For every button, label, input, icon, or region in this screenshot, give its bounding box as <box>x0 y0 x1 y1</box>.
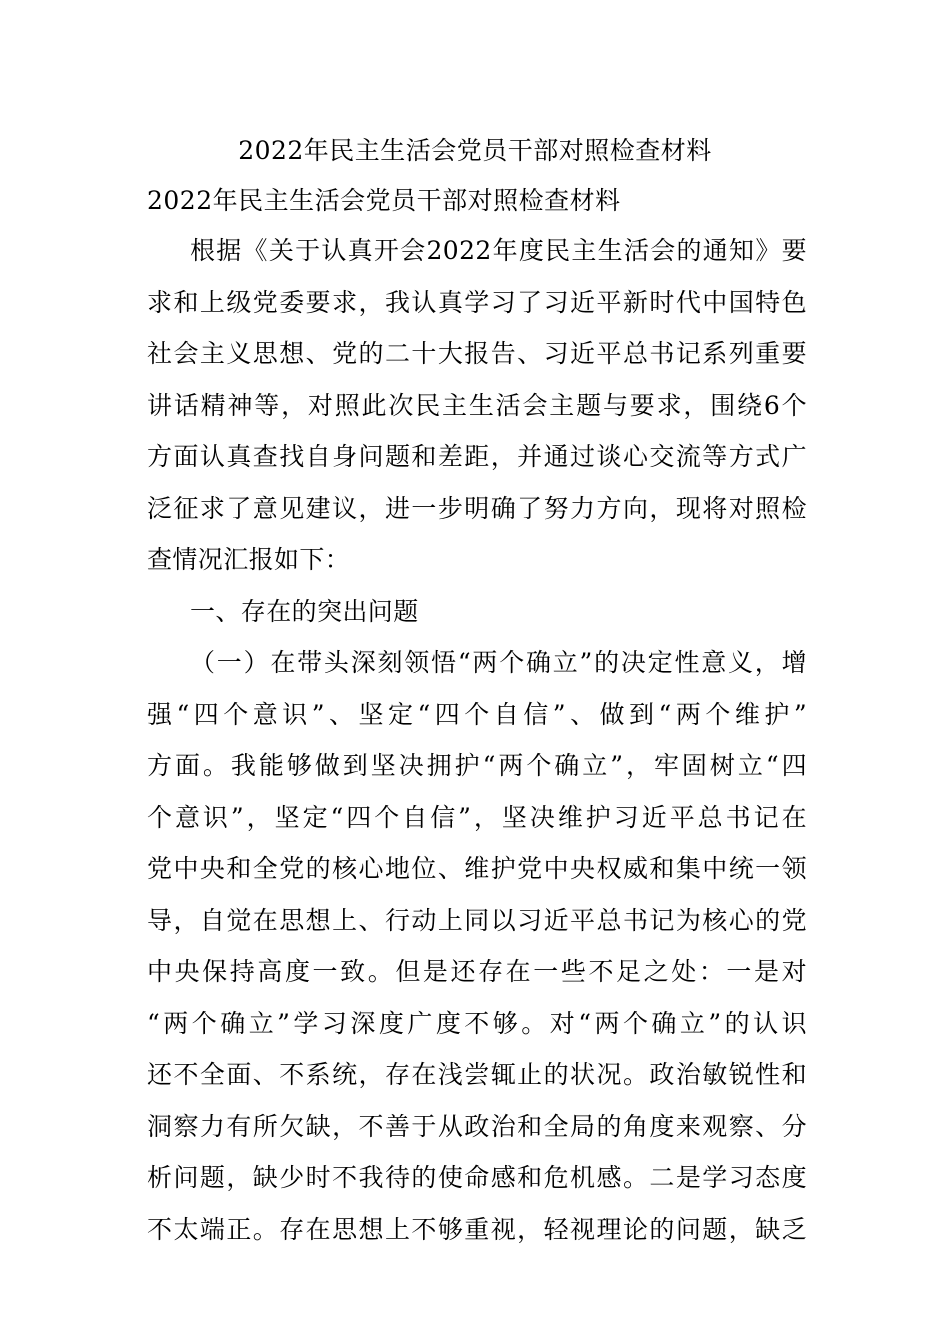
paragraph-line: 讲话精神等，对照此次民主生活会主题与要求，围绕6个 <box>147 390 807 420</box>
paragraph-line: 查情况汇报如下： <box>147 545 351 574</box>
paragraph-line: 个意识”，坚定“四个自信”，坚决维护习近平总书记在 <box>147 802 807 832</box>
paragraph-line: 党中央和全党的核心地位、维护党中央权威和集中统一领 <box>147 854 807 883</box>
paragraph-line: 强“四个意识”、坚定“四个自信”、做到“两个维护” <box>147 699 807 729</box>
paragraph-line: “两个确立”学习深度广度不够。对“两个确立”的认识 <box>147 1008 807 1038</box>
document-title: 2022年民主生活会党员干部对照检查材料 <box>238 136 712 165</box>
paragraph-line: （一）在带头深刻领悟“两个确立”的决定性意义，增 <box>190 648 807 677</box>
paragraph-line: 析问题，缺少时不我待的使命感和危机感。二是学习态度 <box>147 1163 807 1192</box>
paragraph-line: 洞察力有所欠缺，不善于从政治和全局的角度来观察、分 <box>147 1111 807 1141</box>
paragraph-line: 社会主义思想、党的二十大报告、习近平总书记系列重要 <box>147 339 807 368</box>
paragraph-line: 中央保持高度一致。但是还存在一些不足之处：一是对 <box>147 957 807 986</box>
paragraph-line: 导，自觉在思想上、行动上同以习近平总书记为核心的党 <box>147 905 807 935</box>
document-subtitle: 2022年民主生活会党员干部对照检查材料 <box>147 186 621 215</box>
section-heading: 一、存在的突出问题 <box>190 596 419 626</box>
paragraph-line: 求和上级党委要求，我认真学习了习近平新时代中国特色 <box>147 287 807 317</box>
paragraph-line: 还不全面、不系统，存在浅尝辄止的状况。政治敏锐性和 <box>147 1060 807 1089</box>
paragraph-line: 方面。我能够做到坚决拥护“两个确立”，牢固树立“四 <box>147 751 807 780</box>
paragraph-line: 泛征求了意见建议，进一步明确了努力方向，现将对照检 <box>147 493 807 523</box>
document-body <box>147 231 807 1261</box>
paragraph-line: 不太端正。存在思想上不够重视，轻视理论的问题，缺乏 <box>147 1214 807 1244</box>
paragraph-line: 方面认真查找自身问题和差距，并通过谈心交流等方式广 <box>147 442 807 471</box>
paragraph-line: 根据《关于认真开会2022年度民主生活会的通知》要 <box>190 236 807 265</box>
